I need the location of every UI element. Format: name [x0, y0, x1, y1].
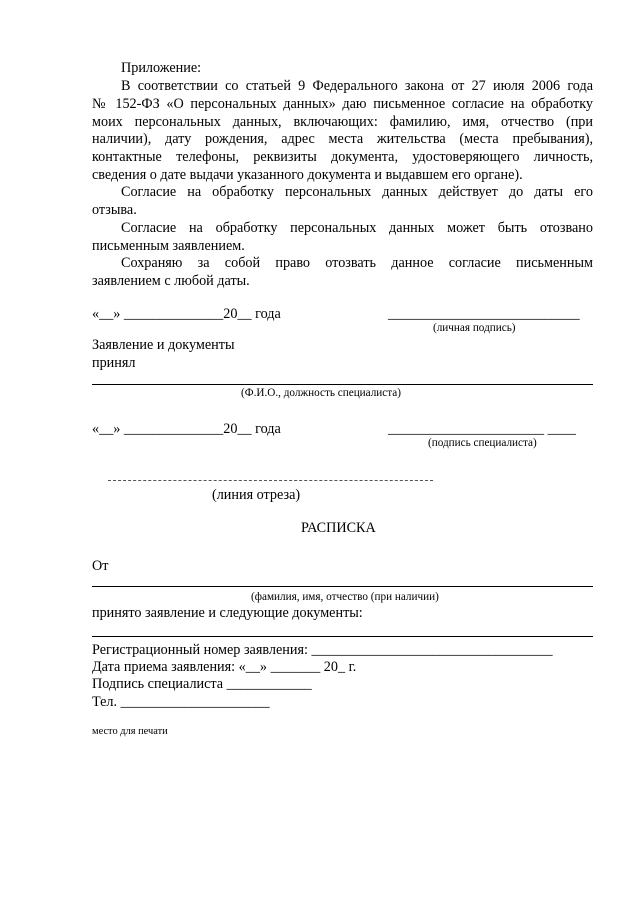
revocation-line: письменным заявлением. [92, 237, 245, 254]
receipt-from-label: От [92, 558, 109, 574]
revocation-line: Согласие на обработку персональных данных может быть отозвано [121, 220, 593, 236]
consent-line: № 152-ФЗ «О персональных данных» даю письменное согласие на обработку [92, 95, 593, 112]
consent-line: наличии), дату рождения, адрес места жительства (места пребывания), [92, 131, 593, 148]
appendix-title: Приложение: [121, 60, 202, 76]
cut-line-caption: (линия отреза) [212, 487, 301, 503]
consent-line: В соответствии со статьей 9 Федерального закона от 27 июля 2006 года [121, 78, 593, 94]
receipt-from-rule [92, 586, 593, 587]
stamp-place: место для печати [92, 726, 168, 737]
validity-line: отзыва. [92, 201, 137, 218]
receipt-date: Дата приема заявления: «__» _______ 20_ г. [92, 659, 357, 675]
validity-paragraph [92, 184, 593, 220]
revocation-paragraph [92, 220, 593, 256]
cut-line [108, 480, 433, 481]
applicant-signature-caption: (личная подпись) [433, 322, 516, 334]
validity-line: Согласие на обработку персональных данных действует до даты его [121, 184, 593, 200]
receipt-title: РАСПИСКА [301, 520, 376, 536]
consent-line: моих персональных данных, включающих: фамилию, имя, отчество (при [92, 113, 593, 130]
consent-line: контактные телефоны, реквизиты документа, удостоверяющего личность, [92, 149, 593, 166]
retain-right-line: заявлением с любой даты. [92, 272, 250, 289]
applicant-date-line: «__» ______________20__ года [92, 306, 281, 322]
acceptance-line2: принял [92, 355, 136, 371]
retain-right-line: Сохраняю за собой право отозвать данное согласие письменным [121, 255, 593, 271]
acceptance-line1: Заявление и документы [92, 337, 235, 353]
specialist-name-caption: (Ф.И.О., должность специалиста) [241, 387, 401, 399]
receipt-reg-number: Регистрационный номер заявления: __________________________________ [92, 642, 553, 658]
specialist-signature-caption: (подпись специалиста) [428, 437, 537, 449]
consent-paragraph [92, 78, 593, 185]
receipt-phone: Тел. _____________________ [92, 694, 270, 710]
retain-right-paragraph [92, 255, 593, 291]
receipt-specialist-signature: Подпись специалиста ____________ [92, 676, 312, 692]
specialist-name-rule [92, 384, 593, 385]
applicant-signature-line: ___________________________ [388, 306, 580, 322]
receipt-from-caption: (фамилия, имя, отчество (при наличии) [251, 591, 439, 603]
specialist-signature-line: ______________________ ____ [388, 421, 576, 437]
specialist-date-line: «__» ______________20__ года [92, 421, 281, 437]
consent-line: сведения о дате выдачи указанного документа и выдавшем его органе). [92, 166, 523, 183]
receipt-documents-rule [92, 636, 593, 637]
receipt-accepted-text: принято заявление и следующие документы: [92, 605, 363, 621]
